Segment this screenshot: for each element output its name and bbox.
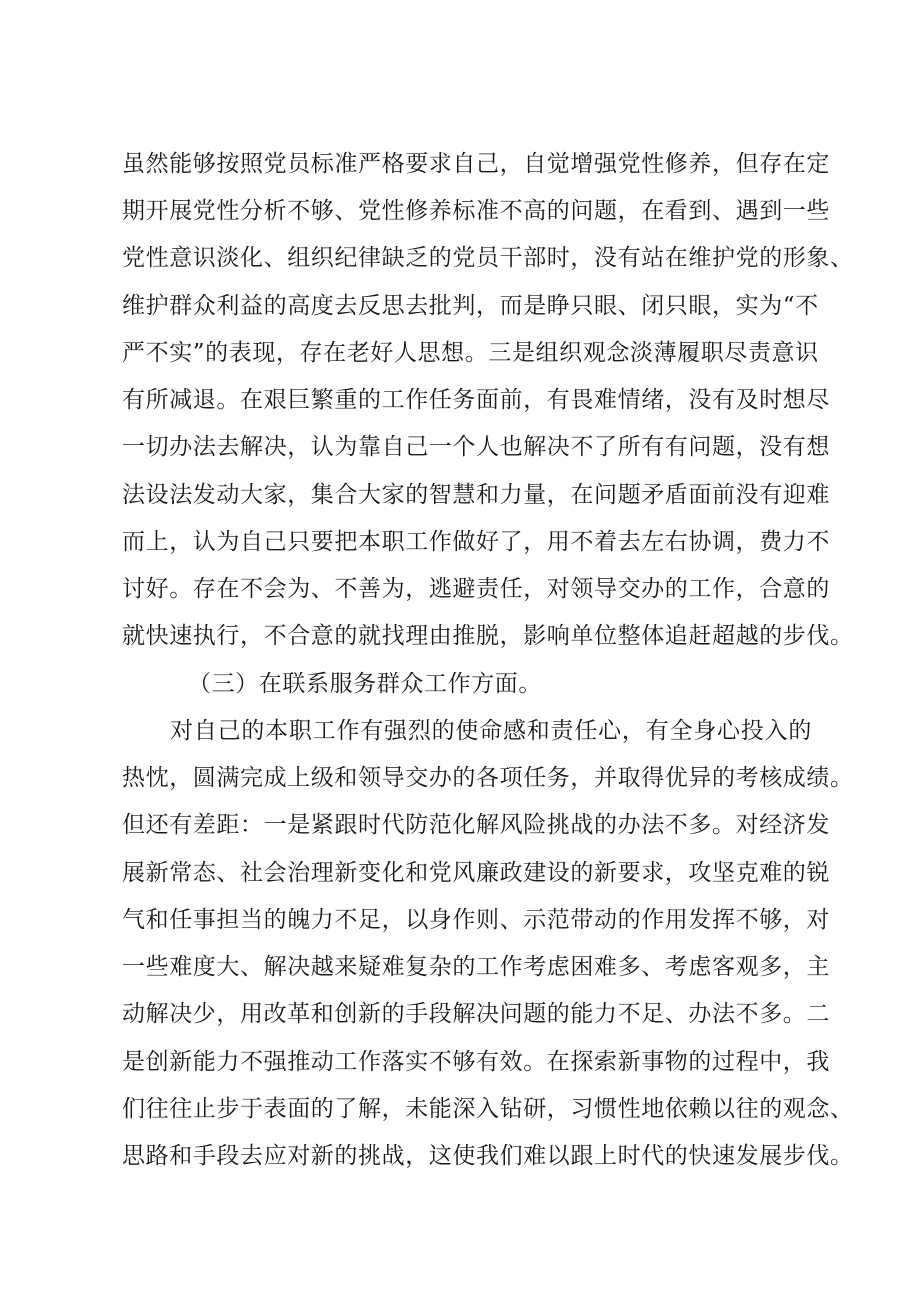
paragraph-2-line-6: 一些难度大、解决越来疑难复杂的工作考虑困难多、考虑客观多，主 <box>122 954 830 980</box>
paragraph-1-line-6: 有所减退。在艰巨繁重的工作任务面前，有畏难情绪，没有及时想尽 <box>122 387 830 413</box>
paragraph-1-line-9: 而上，认为自己只要把本职工作做好了，用不着去左右协调，费力不 <box>122 529 830 555</box>
paragraph-1-line-8: 法设法发动大家，集合大家的智慧和力量，在问题矛盾面前没有迎难 <box>122 482 830 508</box>
paragraph-1-line-10: 讨好。存在不会为、不善为，逃避责任，对领导交办的工作，合意的 <box>122 576 830 602</box>
paragraph-1-line-5: 严不实”的表现，存在老好人思想。三是组织观念淡薄履职尽责意识 <box>122 340 819 366</box>
paragraph-2-line-3: 但还有差距：一是紧跟时代防范化解风险挑战的办法不多。对经济发 <box>122 812 830 838</box>
paragraph-2-line-4: 展新常态、社会治理新变化和党风廉政建设的新要求，攻坚克难的锐 <box>122 860 830 886</box>
paragraph-1-line-2: 期开展党性分析不够、党性修养标准不高的问题，在看到、遇到一些 <box>122 198 830 224</box>
paragraph-2-line-5: 气和任事担当的魄力不足，以身作则、示范带动的作用发挥不够，对 <box>122 907 830 933</box>
paragraph-1-line-3: 党性意识淡化、组织纪律缺乏的党员干部时，没有站在维护党的形象、 <box>122 245 854 271</box>
paragraph-2-line-8: 是创新能力不强推动工作落实不够有效。在探索新事物的过程中，我 <box>122 1049 830 1075</box>
paragraph-2-line-10: 思路和手段去应对新的挑战，这使我们难以跟上时代的快速发展步伐。 <box>122 1143 854 1169</box>
paragraph-2-line-7: 动解决少，用改革和创新的手段解决问题的能力不足、办法不多。二 <box>122 1001 830 1027</box>
section-heading: （三）在联系服务群众工作方面。 <box>188 671 542 697</box>
paragraph-1-line-7: 一切办法去解决，认为靠自己一个人也解决不了所有有问题，没有想 <box>122 434 830 460</box>
paragraph-2-line-9: 们往往止步于表面的了解，未能深入钻研，习惯性地依赖以往的观念、 <box>122 1096 854 1122</box>
paragraph-2-line-1: 对自己的本职工作有强烈的使命感和责任心，有全身心投入的 <box>170 718 812 744</box>
paragraph-2-line-2: 热忱，圆满完成上级和领导交办的各项任务，并取得优异的考核成绩。 <box>122 765 854 791</box>
paragraph-1-line-11: 就快速执行，不合意的就找理由推脱，影响单位整体追赶超越的步伐。 <box>122 623 854 649</box>
paragraph-1-line-1: 虽然能够按照党员标准严格要求自己，自觉增强党性修养，但存在定 <box>122 151 830 177</box>
paragraph-1-line-4: 维护群众利益的高度去反思去批判，而是睁只眼、闭只眼，实为“不 <box>122 293 819 319</box>
